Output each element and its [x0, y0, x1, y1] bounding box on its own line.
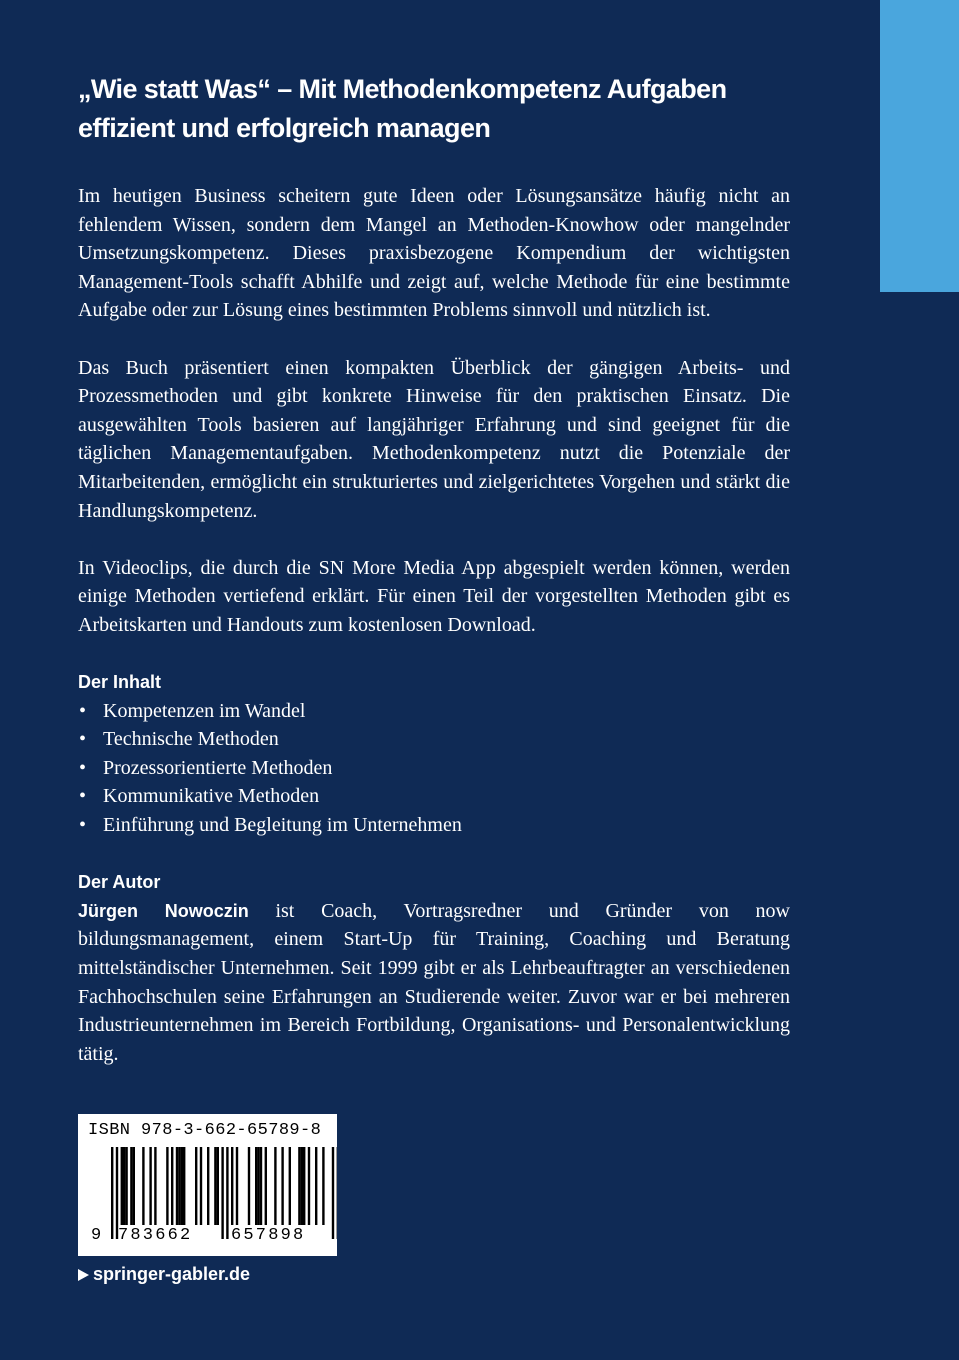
barcode-bar [121, 1147, 123, 1225]
barcode-bar [178, 1147, 180, 1225]
barcode-digits-left: 783662 [118, 1226, 193, 1245]
isbn-barcode [78, 1114, 337, 1256]
list-item: • Kommunikative Methoden [78, 782, 790, 811]
barcode-digits-right: 657898 [231, 1226, 306, 1245]
barcode-bar [154, 1147, 156, 1225]
isbn-label: ISBN 978-3-662-65789-8 [88, 1121, 322, 1140]
barcode-bar [176, 1147, 178, 1225]
author-bio-text: ist Coach, Vortragsredner und Gründer von now bildungsmanagement, einem Start-Up für Training, Coaching und Beratung mittelständischer Unternehmen. Seit 1999 gibt er als Lehrbeauftragter an verschiedenen Fachhochschulen seine Erfahrungen an Studierende weiter. Zuvor war er bei mehreren Industrieunternehmen im Bereich Fortbildung, Organisations- und Personalentwicklung tätig. [78, 899, 790, 1065]
barcode-bar [130, 1147, 132, 1225]
barcode-bar [236, 1147, 238, 1225]
author-heading: Der Autor [78, 872, 161, 893]
list-item: • Kompetenzen im Wandel [78, 697, 790, 726]
barcode-bar [289, 1147, 291, 1225]
barcode-bar [248, 1147, 250, 1225]
website-text: springer-gabler.de [93, 1264, 251, 1284]
barcode-bar [183, 1147, 185, 1225]
barcode-bar [257, 1147, 259, 1225]
barcode-bar [298, 1147, 300, 1225]
barcode-bar [149, 1147, 151, 1225]
contents-heading: Der Inhalt [78, 672, 162, 693]
headline: „Wie statt Was“ – Mit Methodenkompetenz Aufgaben effizient und erfolgreich managen [78, 74, 727, 143]
barcode-bar [265, 1147, 267, 1225]
author-name: Jürgen Nowoczin [78, 900, 249, 921]
barcode-bar [217, 1147, 219, 1225]
barcode-bar [200, 1147, 202, 1225]
barcode-bar [231, 1147, 233, 1225]
author-bio [78, 897, 790, 1069]
barcode-bar [308, 1147, 310, 1225]
overview-paragraph: Das Buch präsentiert einen kompakten Überblick der gängigen Arbeits- und Prozessmethoden und gibt konkrete Hinweise für den praktischen Einsatz. Die ausgewählten Tools basieren auf langjähriger Erfahrung und sind geeignet für die täglichen Managementaufgaben. Methodenkompetenz nutzt die Potenziale der Mitarbeitenden, ermöglicht ein strukturiertes und zielgerichtetes Vorgehen und stärkt die Handlungskompetenz. [78, 356, 790, 522]
barcode-bar [281, 1147, 283, 1225]
barcode-digits [78, 1226, 337, 1250]
barcode-bar [315, 1147, 317, 1225]
list-item: • Technische Methoden [78, 725, 790, 754]
barcode-bar [133, 1147, 135, 1225]
list-item: • Einführung und Begleitung im Unternehmen [78, 811, 790, 840]
barcode-bar [207, 1147, 209, 1225]
accent-bar [880, 0, 959, 292]
barcode-bar [214, 1147, 216, 1225]
video-paragraph: In Videoclips, die durch die SN More Media App abgespielt werden können, werden einige Methoden vertiefend erklärt. Für einen Teil der vorgestellten Methoden gibt es Arbeitskarten und Handouts zum kostenlosen Download. [78, 556, 790, 636]
publisher-website[interactable] [78, 1262, 250, 1286]
contents-list [78, 697, 790, 840]
barcode-bar [322, 1147, 324, 1225]
barcode-bar [125, 1147, 127, 1225]
back-cover-text [78, 70, 790, 1068]
barcode-bar [195, 1147, 197, 1225]
barcode-bar [142, 1147, 144, 1225]
barcode-bar [260, 1147, 262, 1225]
barcode-bar [274, 1147, 276, 1225]
barcode-bar [123, 1147, 125, 1225]
arrow-right-icon [78, 1269, 89, 1281]
list-item: • Prozessorientierte Methoden [78, 754, 790, 783]
barcode-bar [301, 1147, 303, 1225]
barcode-bar [171, 1147, 173, 1225]
barcode-bar [303, 1147, 305, 1225]
barcode-digit-first: 9 [91, 1226, 102, 1245]
intro-paragraph: Im heutigen Business scheitern gute Ideen oder Lösungsansätze häufig nicht an fehlendem Wissen, sondern dem Mangel an Methoden-Knowhow oder mangelnder Umsetzungskompetenz. Dieses praxisbezogene Kompendium der wichtigsten Management-Tools schafft Abhilfe und zeigt auf, welche Methode für eine bestimmte Aufgabe oder zur Lösung eines bestimmten Problems sinnvoll und nützlich ist. [78, 185, 790, 322]
barcode-bar [166, 1147, 168, 1225]
barcode-bar [255, 1147, 257, 1225]
barcode-bar [181, 1147, 183, 1225]
